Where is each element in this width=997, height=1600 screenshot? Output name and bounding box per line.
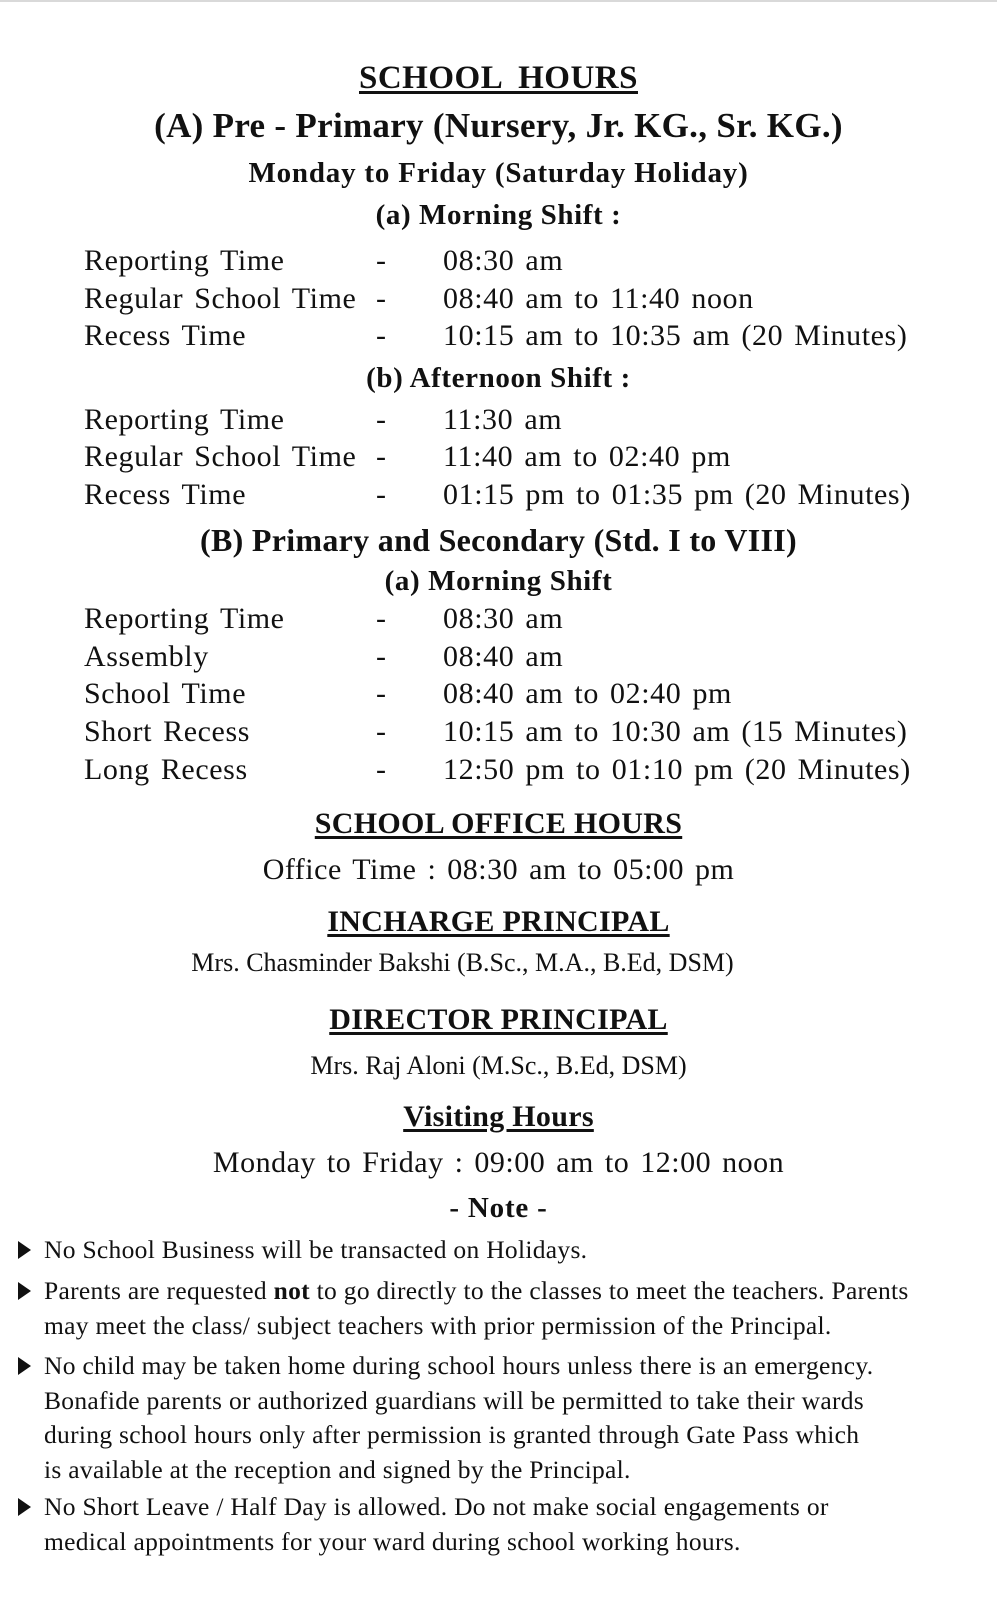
note-line: medical appointments for your ward during school working hours. xyxy=(44,1526,741,1556)
note-text: Parents are requested xyxy=(44,1276,267,1305)
note-line: No child may be taken home during school hours unless there is an emergency. xyxy=(44,1351,874,1380)
schedule-label: Reporting Time xyxy=(84,244,285,277)
triangle-bullet-icon xyxy=(18,1282,31,1300)
schedule-label: Recess Time xyxy=(84,478,247,511)
note-line xyxy=(44,1274,956,1309)
note-line: Bonafide parents or authorized guardians will be permitted to take their wards xyxy=(44,1385,865,1415)
schedule-value: 11:40 am to 02:40 pm xyxy=(443,440,731,473)
schedule-dash: - xyxy=(376,677,387,710)
schedule-label: Recess Time xyxy=(84,319,247,352)
schedule-row xyxy=(0,403,997,439)
schedule-value: 08:30 am xyxy=(443,244,564,277)
section-b-morning-heading: (a) Morning Shift xyxy=(384,565,613,597)
schedule-row xyxy=(0,282,997,318)
triangle-bullet-icon xyxy=(18,1241,31,1259)
note-line: No Short Leave / Half Day is allowed. Do not make social engagements or xyxy=(44,1492,829,1521)
schedule-dash: - xyxy=(376,478,387,511)
schedule-dash: - xyxy=(376,319,387,352)
schedule-value: 08:40 am xyxy=(443,640,564,673)
schedule-value: 10:15 am to 10:35 am (20 Minutes) xyxy=(443,319,908,352)
section-a-days: Monday to Friday (Saturday Holiday) xyxy=(248,157,749,189)
schedule-label: Regular School Time xyxy=(84,440,357,473)
schedule-row xyxy=(0,440,997,476)
schedule-value: 11:30 am xyxy=(443,403,563,436)
schedule-value: 10:15 am to 10:30 am (15 Minutes) xyxy=(443,715,908,748)
schedule-label: Regular School Time xyxy=(84,282,357,315)
school-hours-title: SCHOOL HOURS xyxy=(359,60,638,96)
schedule-row xyxy=(0,244,997,280)
schedule-label: Long Recess xyxy=(84,753,248,786)
schedule-label: Short Recess xyxy=(84,715,251,748)
schedule-label: Reporting Time xyxy=(84,602,285,635)
schedule-value: 08:40 am to 11:40 noon xyxy=(443,282,754,315)
schedule-dash: - xyxy=(376,602,387,635)
section-a-afternoon-heading: (b) Afternoon Shift : xyxy=(366,362,631,394)
schedule-row xyxy=(0,753,997,789)
schedule-row xyxy=(0,640,997,676)
schedule-row xyxy=(0,715,997,751)
schedule-label: Assembly xyxy=(84,640,209,673)
incharge-principal-name: Mrs. Chasminder Bakshi (B.Sc., M.A., B.Ed, DSM) xyxy=(191,948,734,977)
schedule-value: 08:40 am to 02:40 pm xyxy=(443,677,732,710)
note-line: is available at the reception and signed by the Principal. xyxy=(44,1454,631,1484)
schedule-value: 08:30 am xyxy=(443,602,564,635)
schedule-row xyxy=(0,319,997,355)
incharge-principal-heading: INCHARGE PRINCIPAL xyxy=(327,905,670,938)
visiting-hours-time: Monday to Friday : 09:00 am to 12:00 noon xyxy=(212,1146,785,1179)
schedule-dash: - xyxy=(376,244,387,277)
note-emphasis: not xyxy=(273,1276,310,1305)
note-line: during school hours only after permission is granted through Gate Pass which xyxy=(44,1420,860,1449)
note-line: may meet the class/ subject teachers with prior permission of the Principal. xyxy=(44,1310,832,1340)
schedule-row xyxy=(0,677,997,713)
schedule-dash: - xyxy=(376,753,387,786)
schedule-value: 01:15 pm to 01:35 pm (20 Minutes) xyxy=(443,478,911,511)
note-heading: - Note - xyxy=(449,1192,548,1224)
note-text: to go directly to the classes to meet the teachers. Parents xyxy=(316,1276,909,1305)
office-hours-heading: SCHOOL OFFICE HOURS xyxy=(314,807,683,840)
schedule-dash: - xyxy=(376,403,387,436)
schedule-dash: - xyxy=(376,715,387,748)
visiting-hours-heading: Visiting Hours xyxy=(403,1100,594,1133)
office-time: Office Time : 08:30 am to 05:00 pm xyxy=(262,853,735,886)
director-principal-name: Mrs. Raj Aloni (M.Sc., B.Ed, DSM) xyxy=(310,1051,687,1080)
triangle-bullet-icon xyxy=(18,1357,31,1375)
section-a-heading: (A) Pre - Primary (Nursery, Jr. KG., Sr. KG.) xyxy=(154,106,843,145)
schedule-dash: - xyxy=(376,640,387,673)
section-a-morning-heading: (a) Morning Shift : xyxy=(375,199,622,231)
schedule-label: Reporting Time xyxy=(84,403,285,436)
schedule-dash: - xyxy=(376,440,387,473)
section-b-heading: (B) Primary and Secondary (Std. I to VIII) xyxy=(200,522,797,558)
schedule-value: 12:50 pm to 01:10 pm (20 Minutes) xyxy=(443,753,911,786)
schedule-label: School Time xyxy=(84,677,247,710)
triangle-bullet-icon xyxy=(18,1498,31,1516)
schedule-row xyxy=(0,478,997,514)
director-principal-heading: DIRECTOR PRINCIPAL xyxy=(329,1003,668,1036)
schedule-row xyxy=(0,602,997,638)
note-line: No School Business will be transacted on Holidays. xyxy=(44,1235,588,1264)
schedule-dash: - xyxy=(376,282,387,315)
